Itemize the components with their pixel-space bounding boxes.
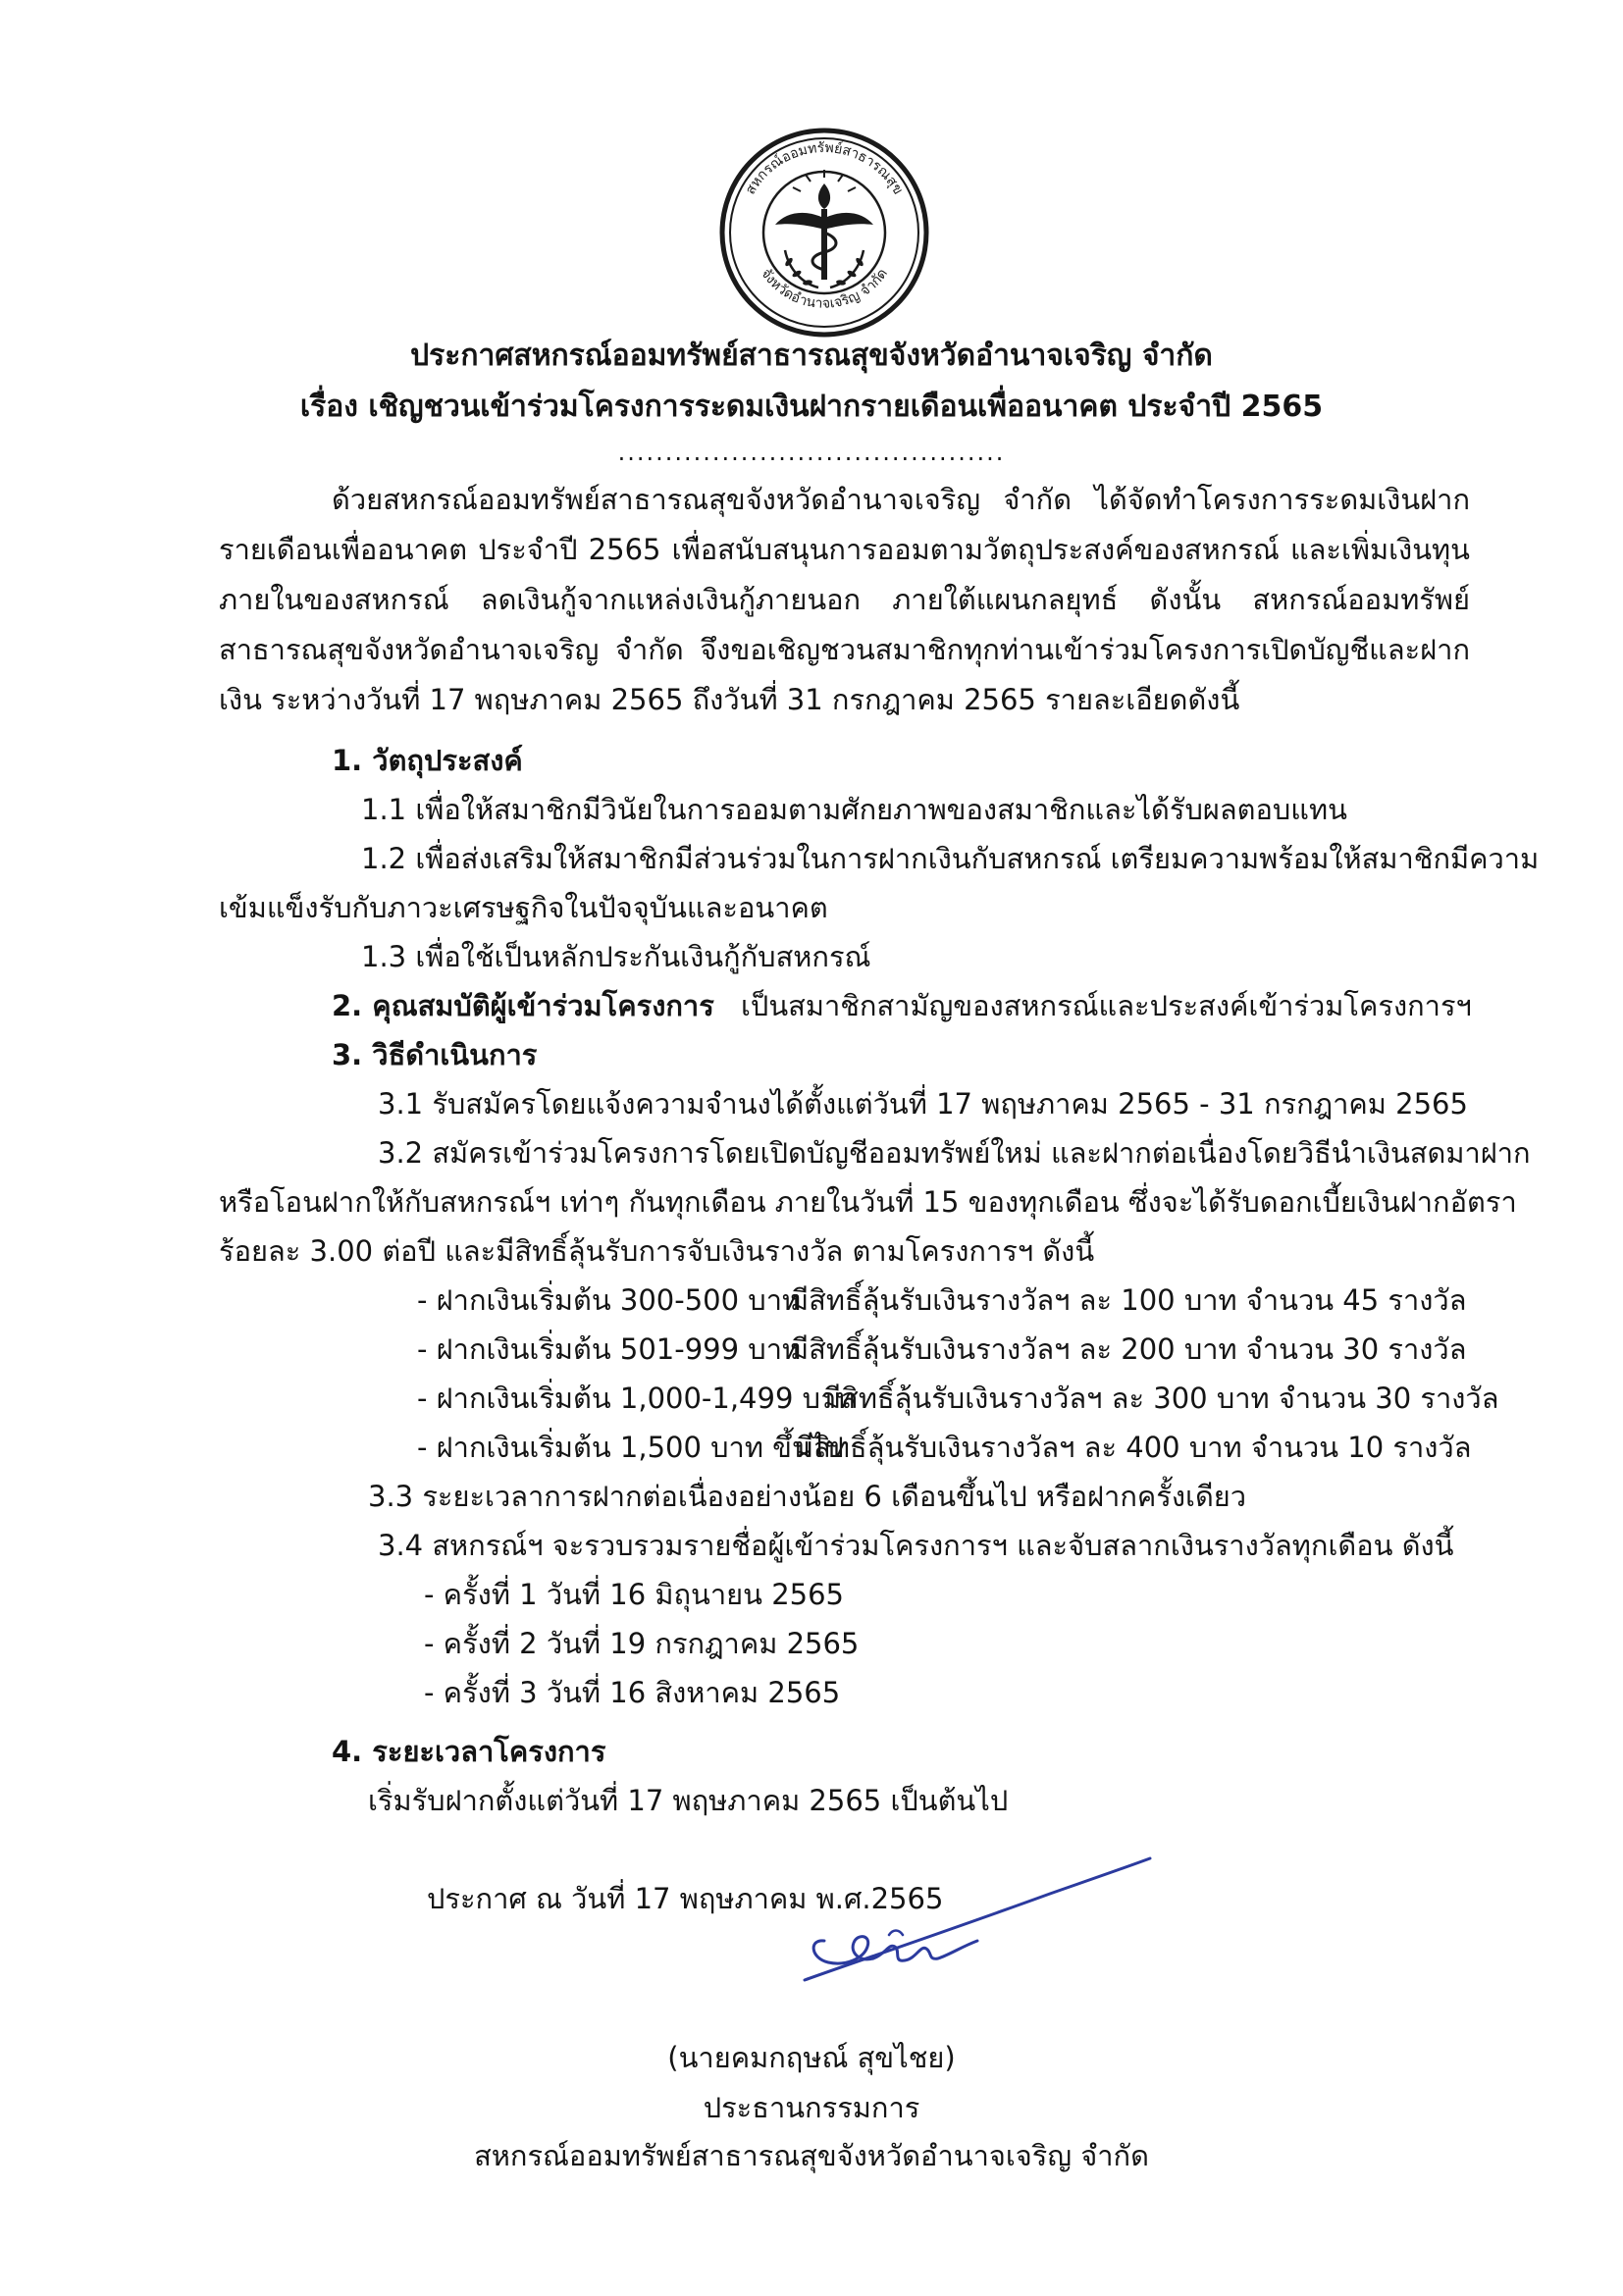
prize-row-deposit: - ฝากเงินเริ่มต้น 1,500 บาท ขึ้นไป — [417, 1431, 844, 1464]
section3-heading: 3. วิธีดำเนินการ — [332, 1038, 538, 1071]
announcement-title: ประกาศสหกรณ์ออมทรัพย์สาธารณสุขจังหวัดอำนาจเจริญ จำกัด — [410, 339, 1213, 373]
handwritten-signature — [795, 1852, 1158, 1990]
announcement-date: ประกาศ ณ วันที่ 17 พฤษภาคม พ.ศ.2565 — [427, 1882, 944, 1915]
section3-item1: 3.1 รับสมัครโดยแจ้งความจำนงได้ตั้งแต่วันที่ 17 พฤษภาคม 2565 - 31 กรกฎาคม 2565 — [378, 1087, 1468, 1121]
section3-item3: 3.3 ระยะเวลาการฝากต่อเนื่องอย่างน้อย 6 เดือนขึ้นไป หรือฝากครั้งเดียว — [368, 1480, 1247, 1513]
section4-heading: 4. ระยะเวลาโครงการ — [332, 1735, 606, 1768]
section1-item3: 1.3 เพื่อใช้เป็นหลักประกันเงินกู้กับสหกรณ์ — [361, 940, 871, 973]
prize-row-reward: มีสิทธิ์ลุ้นรับเงินรางวัลฯ ละ 200 บาท จำนวน 30 รางวัล — [790, 1332, 1467, 1366]
prize-row-reward: มีสิทธิ์ลุ้นรับเงินรางวัลฯ ละ 400 บาท จำนวน 10 รางวัล — [795, 1431, 1472, 1464]
section1-item2-line2: เข้มแข็งรับกับภาวะเศรษฐกิจในปัจจุบันและอนาคต — [219, 891, 828, 924]
section3-item2-line3: ร้อยละ 3.00 ต่อปี และมีสิทธิ์ลุ้นรับการจับเงินรางวัล ตามโครงการฯ ดังนี้ — [219, 1234, 1095, 1268]
section1-heading: 1. วัตถุประสงค์ — [332, 744, 523, 777]
signatory-organization: สหกรณ์ออมทรัพย์สาธารณสุขจังหวัดอำนาจเจริญ จำกัด — [474, 2139, 1149, 2172]
section3-item2-line2: หรือโอนฝากให้กับสหกรณ์ฯ เท่าๆ กันทุกเดือน ภายในวันที่ 15 ของทุกเดือน ซึ่งจะได้รับดอกเบี้ยเงินฝากอัตรา — [219, 1185, 1517, 1219]
announcement-subject: เรื่อง เชิญชวนเข้าร่วมโครงการระดมเงินฝากรายเดือนเพื่ออนาคต ประจำปี 2565 — [299, 390, 1324, 424]
svg-text:สหกรณ์ออมทรัพย์สาธารณสุข: สหกรณ์ออมทรัพย์สาธารณสุข — [742, 139, 907, 198]
prize-row-reward: มีสิทธิ์ลุ้นรับเงินรางวัลฯ ละ 300 บาท จำนวน 30 รางวัล — [822, 1382, 1499, 1415]
section2-heading: 2. คุณสมบัติผู้เข้าร่วมโครงการ — [332, 989, 714, 1022]
section3-item2-line1: 3.2 สมัครเข้าร่วมโครงการโดยเปิดบัญชีออมทรัพย์ใหม่ และฝากต่อเนื่องโดยวิธีนำเงินสดมาฝาก — [378, 1136, 1531, 1170]
section1-item2-line1: 1.2 เพื่อส่งเสริมให้สมาชิกมีส่วนร่วมในการฝากเงินกับสหกรณ์ เตรียมความพร้อมให้สมาชิกมีความ — [361, 842, 1540, 875]
title-separator: ......................................... — [617, 439, 1006, 466]
intro-paragraph: ด้วยสหกรณ์ออมทรัพย์สาธารณสุขจังหวัดอำนาจเจริญ จำกัด ได้จัดทำโครงการระดมเงินฝากรายเดือนเพื่ออนาคต ประจำปี 2565 เพื่อสนับสนุนการออมตามวัตถุประสงค์ของสหกรณ์ และเพิ่มเงินทุนภายในของสหกรณ์ ลดเงินกู้จากแหล่งเงินกู้ภายนอก ภายใต้แผนกลยุทธ์ ดังนั้น สหกรณ์ออมทรัพย์สาธารณสุขจังหวัดอำนาจเจริญ จำกัด จึงขอเชิญชวนสมาชิกทุกท่านเข้าร่วมโครงการเปิดบัญชีและฝากเงิน ระหว่างวันที่ 17 พฤษภาคม 2565 ถึงวันที่ 31 กรกฎาคม 2565 รายละเอียดดังนี้ — [219, 483, 1470, 716]
section4-text: เริ่มรับฝากตั้งแต่วันที่ 17 พฤษภาคม 2565 เป็นต้นไป — [368, 1784, 1009, 1817]
section1-item1: 1.1 เพื่อให้สมาชิกมีวินัยในการออมตามศักยภาพของสมาชิกและได้รับผลตอบแทน — [361, 793, 1347, 826]
section2-line — [332, 981, 1472, 1030]
signatory-position: ประธานกรรมการ — [703, 2091, 920, 2124]
signatory-name: (นายคมกฤษณ์ สุขไชย) — [667, 2041, 956, 2074]
prize-row-reward: มีสิทธิ์ลุ้นรับเงินรางวัลฯ ละ 100 บาท จำนวน 45 รางวัล — [790, 1283, 1467, 1317]
svg-text:จังหวัดอำนาจเจริญ จำกัด: จังหวัดอำนาจเจริญ จำกัด — [758, 266, 891, 312]
prize-row-deposit: - ฝากเงินเริ่มต้น 1,000-1,499 บาท — [417, 1382, 856, 1415]
draw-date-item: - ครั้งที่ 2 วันที่ 19 กรกฎาคม 2565 — [424, 1627, 860, 1660]
cooperative-seal-icon — [716, 123, 932, 343]
section2-text: เป็นสมาชิกสามัญของสหกรณ์และประสงค์เข้าร่วมโครงการฯ — [741, 989, 1472, 1022]
prize-row-deposit: - ฝากเงินเริ่มต้น 501-999 บาท — [417, 1332, 802, 1366]
draw-date-item: - ครั้งที่ 1 วันที่ 16 มิถุนายน 2565 — [424, 1578, 845, 1611]
prize-row-deposit: - ฝากเงินเริ่มต้น 300-500 บาท — [417, 1283, 802, 1317]
draw-date-item: - ครั้งที่ 3 วันที่ 16 สิงหาคม 2565 — [424, 1676, 841, 1709]
section3-item4: 3.4 สหกรณ์ฯ จะรวบรวมรายชื่อผู้เข้าร่วมโครงการฯ และจับสลากเงินรางวัลทุกเดือน ดังนี้ — [378, 1529, 1454, 1562]
